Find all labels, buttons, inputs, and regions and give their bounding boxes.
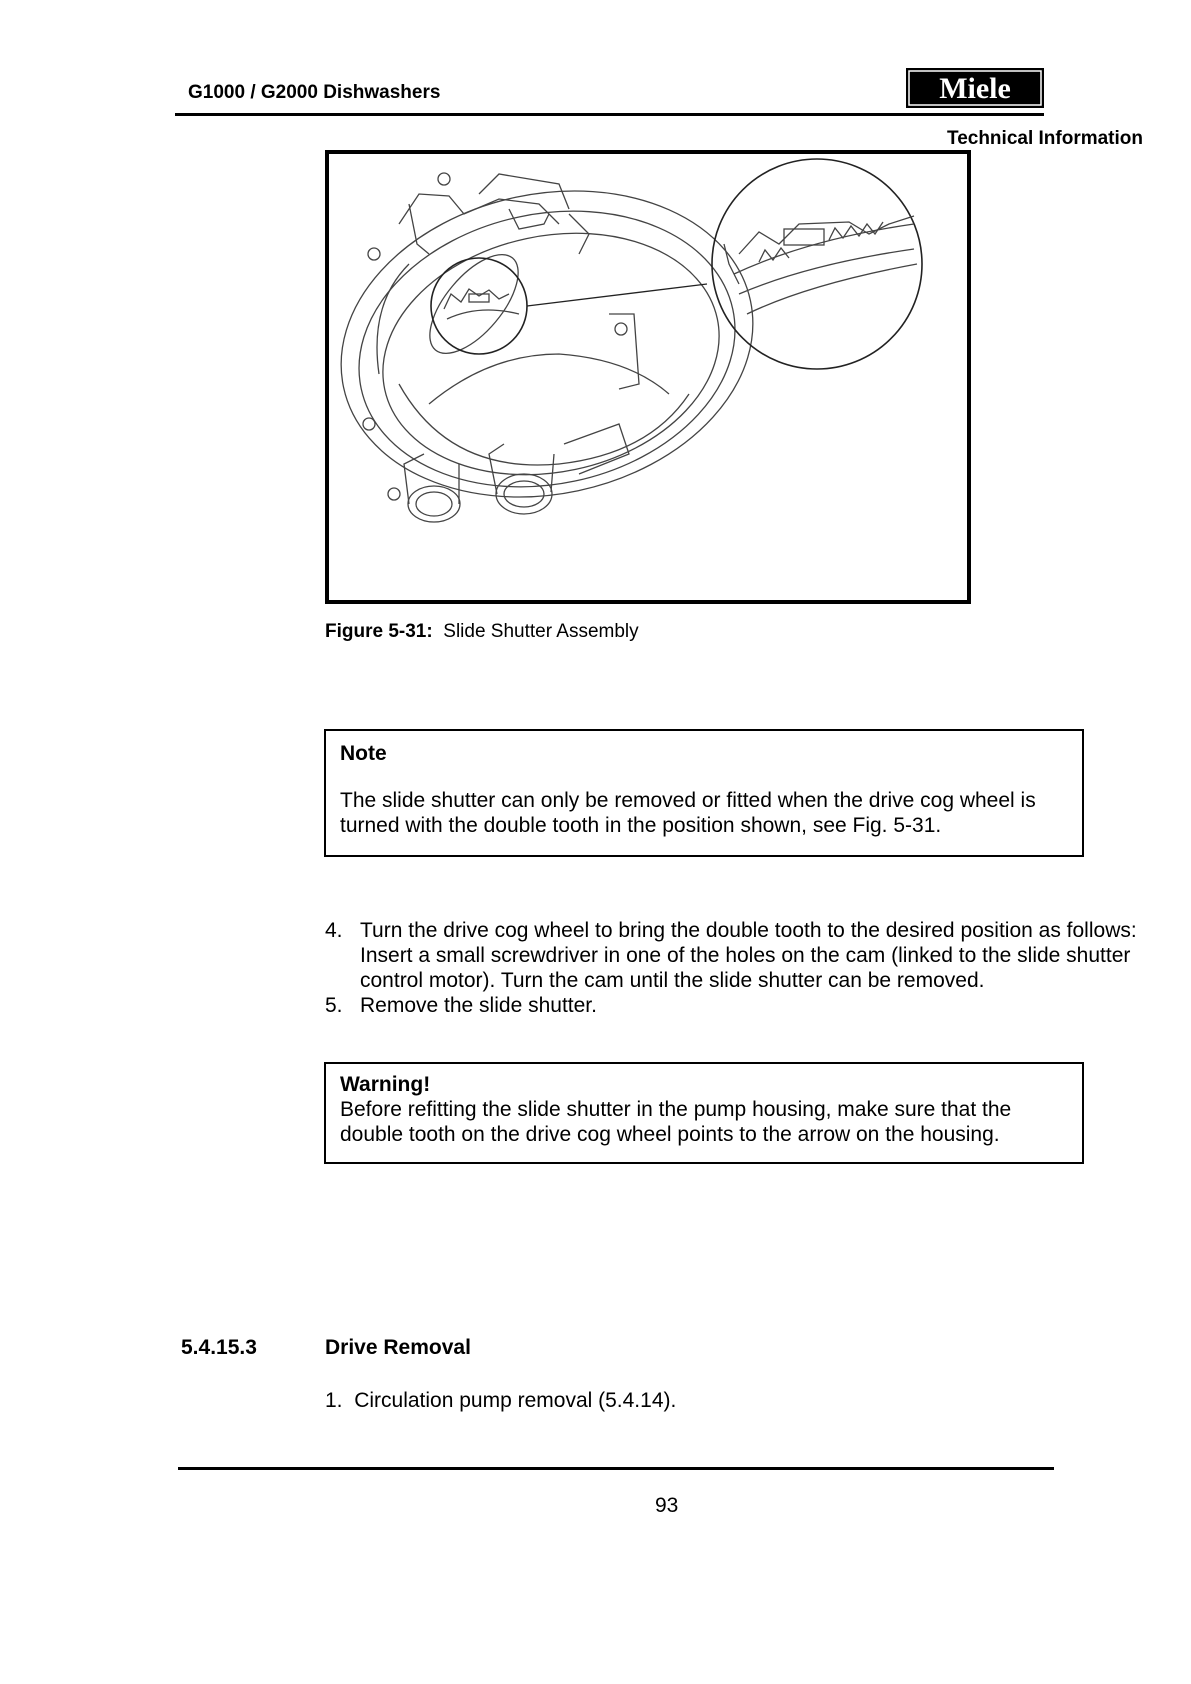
- step-number: 4.: [325, 919, 343, 942]
- note-box: [324, 729, 1084, 857]
- section-title: Drive Removal: [325, 1336, 471, 1359]
- section-label: Technical Information: [947, 128, 1144, 149]
- warning-box: [324, 1062, 1084, 1164]
- miele-logo: [906, 68, 1044, 108]
- step-number: 1.: [325, 1389, 343, 1412]
- figure-caption-text: Slide Shutter Assembly: [443, 621, 639, 642]
- footer-divider: [178, 1467, 1054, 1470]
- figure-caption: [325, 621, 639, 643]
- step-text: Circulation pump removal (5.4.14).: [354, 1389, 677, 1412]
- list-item: [325, 993, 1155, 1018]
- slide-shutter-drawing: [329, 154, 967, 600]
- note-title: Note: [340, 742, 387, 765]
- note-text: The slide shutter can only be removed or fitted when the drive cog wheel is turned with the double tooth in the position shown, see Fig. 5-31.: [340, 789, 1036, 837]
- figure-slide-shutter: [325, 150, 971, 604]
- step-text: Turn the drive cog wheel to bring the double tooth to the desired position as follows: Insert a small screwdriver in one of the holes on the cam (linked to the slide shutter control motor). Turn the cam until the slide shutter can be removed.: [360, 919, 1137, 992]
- warning-title: Warning!: [340, 1073, 431, 1096]
- document-header-title: G1000 / G2000 Dishwashers: [188, 82, 441, 103]
- list-item: [325, 1389, 676, 1413]
- figure-label: Figure 5-31:: [325, 621, 433, 642]
- section-number: 5.4.15.3: [181, 1336, 257, 1359]
- step-text: Remove the slide shutter.: [360, 994, 597, 1017]
- step-number: 5.: [325, 994, 343, 1017]
- procedure-steps: [325, 918, 1155, 1018]
- list-item: [325, 918, 1155, 993]
- page-number: 93: [655, 1494, 679, 1517]
- warning-text: Before refitting the slide shutter in the pump housing, make sure that the double tooth on the drive cog wheel points to the arrow on the housing.: [340, 1098, 1012, 1146]
- logo-text: Miele: [939, 72, 1011, 105]
- header-divider: [175, 113, 1044, 116]
